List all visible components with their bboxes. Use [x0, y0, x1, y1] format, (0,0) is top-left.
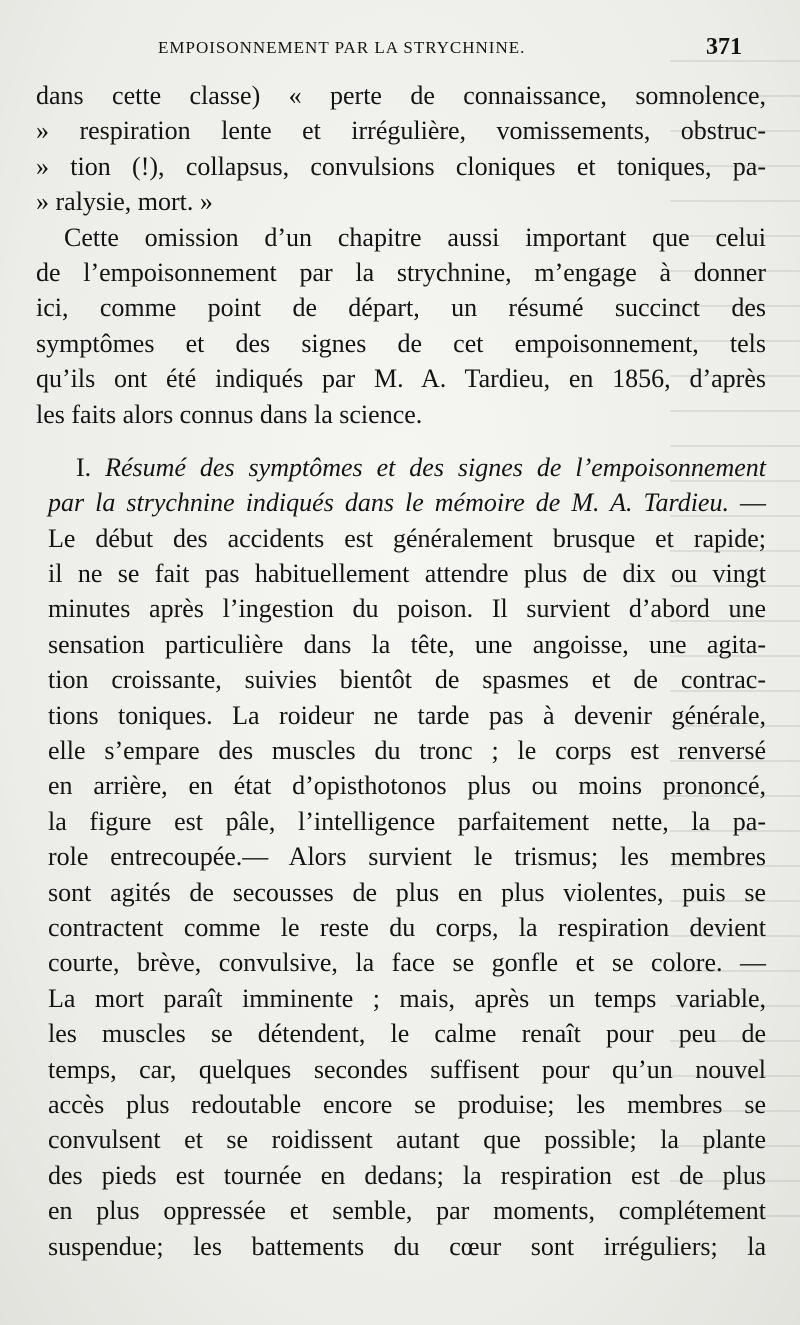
section-dash: —	[740, 488, 767, 518]
text-line: des pieds est tournée en dedans; la respiration est de plus	[48, 1160, 766, 1190]
text-line: sensation particulière dans la tête, une angoisse, une agita-	[48, 629, 766, 659]
text-line: » ralysie, mort. »	[36, 187, 213, 217]
text-line: Cette omission d’un chapitre aussi important que celui	[64, 222, 766, 252]
text-line: ici, comme point de départ, un résumé succinct des	[36, 293, 766, 323]
text-line: dans cette classe) « perte de connaissance, somnolence,	[36, 81, 766, 110]
text-line: tion croissante, suivies bientôt de spasmes et de contrac-	[48, 665, 766, 695]
body-text	[36, 78, 766, 1264]
text-line: les muscles se détendent, le calme renaît pour peu de	[48, 1019, 766, 1049]
text-line: tions toniques. La roideur ne tarde pas à devenir générale,	[48, 700, 766, 730]
section-numeral: I.	[76, 452, 92, 482]
section-title-line	[36, 485, 766, 520]
section-heading	[36, 450, 766, 521]
text-line: il ne se fait pas habituellement attendre plus de dix ou vingt	[48, 559, 766, 589]
page-number: 371	[706, 34, 742, 60]
text-line: les faits alors connus dans la science.	[36, 399, 423, 429]
text-line: » tion (!), collapsus, convulsions cloniques et toniques, pa-	[36, 151, 766, 181]
text-line: la figure est pâle, l’intelligence parfaitement nette, la pa-	[48, 806, 766, 836]
text-line: symptômes et des signes de cet empoisonnement, tels	[36, 328, 766, 358]
section-title: Résumé des symptômes et des signes de l’empoisonnement	[105, 452, 766, 482]
text-line: elle s’empare des muscles du tronc ; le corps est renversé	[48, 736, 766, 766]
paragraph-omission	[36, 220, 766, 432]
section-title-line	[36, 450, 766, 485]
text-line: de l’empoisonnement par la strychnine, m’engage à donner	[36, 257, 766, 287]
text-line: convulsent et se roidissent autant que possible; la plante	[48, 1125, 766, 1155]
running-title: EMPOISONNEMENT PAR LA STRYCHNINE.	[158, 38, 526, 57]
text-line: temps, car, quelques secondes suffisent pour qu’un nouvel	[48, 1054, 766, 1084]
text-line: en plus oppressée et semble, par moments, complétement	[48, 1196, 766, 1226]
text-line: minutes après l’ingestion du poison. Il survient d’abord une	[48, 594, 766, 624]
text-line: qu’ils ont été indiqués par M. A. Tardieu, en 1856, d’après	[36, 364, 766, 394]
text-line: courte, brève, convulsive, la face se gonfle et se colore. —	[48, 948, 766, 978]
text-line: La mort paraît imminente ; mais, après un temps variable,	[48, 983, 766, 1013]
paragraph-continuation	[36, 78, 766, 220]
section-gap	[36, 432, 766, 450]
section-title: par la strychnine indiqués dans le mémoire de M. A. Tardieu.	[48, 488, 729, 518]
text-line: » respiration lente et irrégulière, vomissements, obstruc-	[36, 116, 766, 146]
text-line: sont agités de secousses de plus en plus violentes, puis se	[48, 877, 766, 907]
text-line: en arrière, en état d’opisthotonos plus ou moins prononcé,	[48, 771, 766, 801]
text-line: Le début des accidents est généralement brusque et rapide;	[48, 523, 766, 553]
paragraph-symptoms	[36, 521, 766, 1264]
page-header	[158, 34, 742, 64]
text-line: role entrecoupée.— Alors survient le trismus; les membres	[48, 842, 766, 872]
text-line: suspendue; les battements du cœur sont irréguliers; la	[48, 1231, 766, 1261]
text-line: contractent comme le reste du corps, la respiration devient	[48, 912, 766, 942]
text-line: accès plus redoutable encore se produise; les membres se	[48, 1089, 766, 1119]
